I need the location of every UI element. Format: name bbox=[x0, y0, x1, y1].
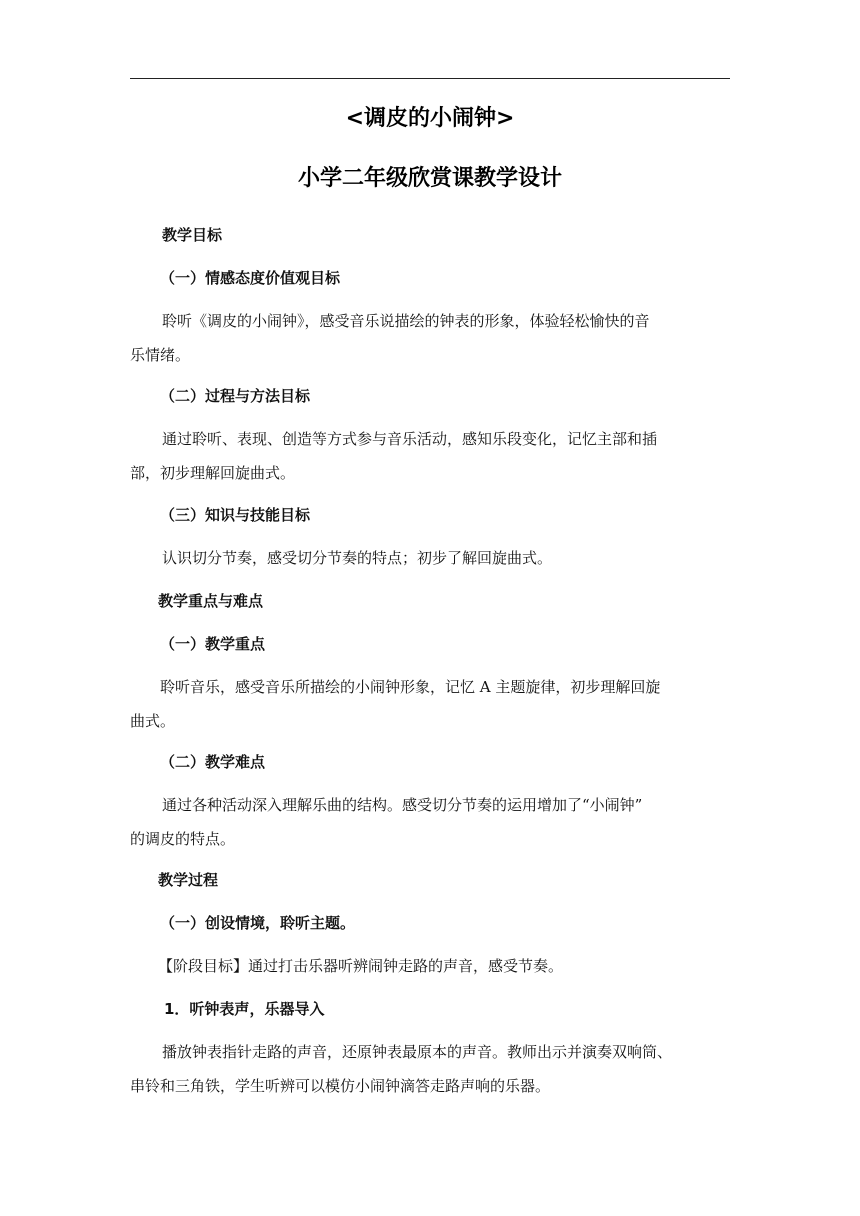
paragraph-goal1-line2: 乐情绪。 bbox=[130, 346, 191, 364]
paragraph-goal2-line1: 通过聆听、表现、创造等方式参与音乐活动，感知乐段变化，记忆主部和插 bbox=[162, 430, 658, 448]
paragraph-goal1-line1: 聆听《调皮的小闹钟》，感受音乐说描绘的钟表的形象，体验轻松愉快的音 bbox=[162, 312, 650, 330]
paragraph-key1-line2: 曲式。 bbox=[130, 712, 176, 730]
paragraph-key2-line2: 的调皮的特点。 bbox=[130, 830, 236, 848]
header-rule bbox=[130, 78, 730, 79]
section-heading-key: 教学重点与难点 bbox=[158, 592, 264, 610]
paragraph-step1-line1: 播放钟表指针走路的声音，还原钟表最原本的声音。教师出示并演奏双响筒、 bbox=[162, 1043, 673, 1061]
section-heading-process: 教学过程 bbox=[158, 871, 219, 889]
paragraph-goal2-line2: 部，初步理解回旋曲式。 bbox=[130, 464, 296, 482]
subheading-key1: （一）教学重点 bbox=[160, 635, 266, 653]
subheading-step1: 1．听钟表声，乐器导入 bbox=[164, 1000, 325, 1018]
paragraph-stage-goal: 【阶段目标】通过打击乐器听辨闹钟走路的声音，感受节奏。 bbox=[158, 957, 564, 975]
document-subtitle: 小学二年级欣赏课教学设计 bbox=[297, 166, 562, 191]
paragraph-key1-line1: 聆听音乐，感受音乐所描绘的小闹钟形象，记忆 A 主题旋律，初步理解回旋 bbox=[160, 678, 661, 696]
subheading-goal3: （三）知识与技能目标 bbox=[160, 506, 311, 524]
document-title: <调皮的小闹钟> bbox=[345, 106, 515, 131]
section-heading-goals: 教学目标 bbox=[162, 226, 223, 244]
paragraph-key2-line1: 通过各种活动深入理解乐曲的结构。感受切分节奏的运用增加了“小闹钟” bbox=[162, 796, 643, 814]
paragraph-step1-line2: 串铃和三角铁，学生听辨可以模仿小闹钟滴答走路声响的乐器。 bbox=[130, 1077, 551, 1095]
subheading-goal1: （一）情感态度价值观目标 bbox=[160, 269, 341, 287]
paragraph-goal3: 认识切分节奏，感受切分节奏的特点；初步了解回旋曲式。 bbox=[162, 549, 553, 567]
subheading-key2: （二）教学难点 bbox=[160, 753, 266, 771]
subheading-process1: （一）创设情境，聆听主题。 bbox=[160, 914, 356, 932]
subheading-goal2: （二）过程与方法目标 bbox=[160, 387, 311, 405]
